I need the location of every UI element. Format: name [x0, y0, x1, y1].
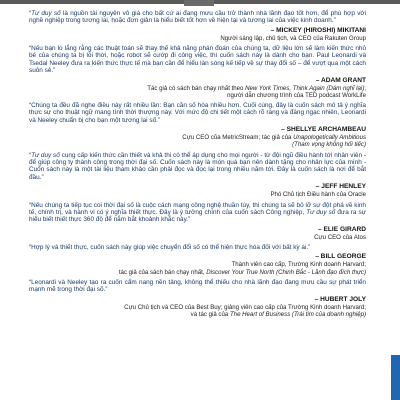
quote-text	[29, 152, 366, 182]
quote-text	[29, 202, 366, 224]
quote-author: – ADAM GRANT	[315, 76, 366, 84]
author-role-span: The Heart of Business (Trái tim của doanh nghiệp)	[229, 310, 366, 318]
quote-text-span: “Chúng ta đều đã nghe điều này rất nhiều lần: Bạn cần số hóa nhiều hơn. Cuối cùng, đây là cuốn sách mô tả ý nghĩa thực sự cho thuật ngữ mang tính thời thượng này. Với mức độ chi tiết một cách rõ ràng và đáng ngạc nhiên, Leonardi và Neeley chuẩn bị cho bạn một tương lai số.”	[29, 102, 366, 124]
accent-bar	[391, 355, 400, 400]
author-role-span: và tác giả của	[190, 310, 230, 318]
quote-author: – ELIE GIRARD	[318, 225, 366, 233]
author-role-span: Discover Your True North (Chinh Bắc - Lãnh đạo đích thực)	[206, 268, 366, 276]
endorsement-list	[29, 10, 366, 321]
quote-text	[29, 279, 366, 294]
quote-text-span: “Hợp lý và thiết thực, cuốn sách này giúp việc chuyển đổi số có thể hiện thực hóa đối với bất kỳ ai.”	[29, 243, 311, 251]
endorsement-block	[29, 102, 366, 149]
quote-text-span: “Nếu bạn lo lắng rằng các thuật toán sẽ thay thế khả năng phán đoán của chúng ta, dữ liệu lớn sẽ làm kiến thức nhỏ bé của chúng ta bị lỗi thời, hoặc robot sẽ cướp đi công việc, thì cuốn sách này là dành cho bạn. Paul Leonardi và Tsedal Neeley đưa ra kiến thức thực tế mà bạn cần để hiểu làn sóng kế tiếp về sự thay đổi số – để vượt qua một cách suôn sẻ.”	[29, 45, 366, 75]
endorsement-block	[29, 45, 366, 99]
author-role	[29, 35, 366, 42]
author-role-span: (Tham vọng không hối tiếc)	[292, 141, 366, 149]
author-role-span: người dẫn chương trình của TED podcast WorkLife	[227, 91, 366, 99]
endorsement-block	[29, 244, 366, 276]
endorsement-block	[29, 10, 366, 42]
author-role-span: Thành viên cao cấp, Trường Kinh doanh Harvard;	[231, 261, 366, 269]
author-role-span: Unapologetically Ambitious	[293, 134, 366, 142]
quote-text-span: “Leonardi và Neeley tạo ra cuốn cẩm nang nền tảng, không thể thiếu cho nhà lãnh đạo đang mưu cầu sự phát triển mạnh mẽ trong thời đại số.”	[29, 278, 366, 294]
author-role-span: Cựu CEO của Atos	[314, 233, 366, 241]
quote-author: – BILL GEORGE	[315, 253, 366, 261]
quote-text	[29, 45, 366, 75]
quote-author: – JEFF HENLEY	[315, 183, 366, 191]
author-role-span: Cựu CEO của MetricStream; tác giả của	[182, 134, 294, 142]
author-role	[29, 261, 366, 268]
endorsement-block	[29, 279, 366, 318]
author-role	[29, 134, 366, 141]
quote-author: – MICKEY (HIROSHI) MIKITANI	[270, 26, 366, 34]
endorsement-block	[29, 202, 366, 241]
author-role	[29, 85, 366, 92]
quote-text-span: là nguồn tài nguyên vô giá cho bất cứ ai đang mưu cầu trở thành nhà lãnh đạo tốt hơn, để phù hợp với nghề nghiệp trong tương lai, hoặc đơn giản là hiểu biết tốt hơn về hiện tại và tương lai của việc kinh doanh.”	[29, 10, 367, 25]
quote-text	[29, 244, 366, 251]
quote-text	[29, 102, 366, 124]
author-role	[29, 304, 366, 311]
author-role	[29, 269, 366, 276]
quote-author: – HUBERT JOLY	[314, 295, 366, 303]
quote-text-span: cung cấp kiến thức cần thiết và khả thi có thể áp dụng cho mọi người - từ đội ngũ điều hành tới nhân viên - để giúp công ty thành công trong thời đại số. Cuốn sách này là món quà bạn nên dành tặng cho nhân lực của mình - Cuốn sách này là một tài liệu tham khảo cần phải đọc và đọc lại trong nhiều năm tới. Đây là cuốn sách là nơi để bắt đầu.”	[29, 151, 366, 181]
quote-text-span: “	[29, 10, 32, 17]
quote-text-span: “	[29, 151, 32, 159]
top-tab-mark	[184, 0, 214, 6]
author-role	[29, 234, 366, 241]
author-role-span: Phó Chủ tịch Điều hành của Oracle	[270, 191, 366, 199]
author-role-span: Người sáng lập, chủ tịch, và CEO của Rakuten Group	[220, 34, 366, 42]
author-role-span: New York Times, Think Again (Dám nghĩ lại)	[245, 84, 365, 92]
author-role-span: ;	[364, 84, 366, 92]
quote-text-span: Tư duy số	[306, 208, 336, 216]
author-role	[29, 141, 366, 148]
endorsement-block	[29, 152, 366, 199]
quote-text	[29, 10, 366, 25]
quote-text-span: Tư duy số	[31, 151, 60, 159]
author-role-span: Cựu Chủ tịch và CEO của Best Buy; giảng viên cao cấp của Trường Kinh doanh Harvard;	[124, 303, 366, 311]
author-role	[29, 311, 366, 318]
author-role	[29, 191, 366, 198]
quote-text-span: đưa ra sự hiểu biết thiết thực 360 độ để nắm bắt khoảnh khắc này.”	[29, 208, 367, 224]
quote-text-span: Tư duy số	[31, 10, 61, 17]
quote-author: – SHELLYE ARCHAMBEAU	[281, 126, 366, 134]
author-role	[29, 92, 366, 99]
author-role-span: tác giả của sách bán chạy nhất,	[118, 268, 207, 276]
quote-text-span: “Nếu chúng ta tiếp tục coi thời đại số là cuộc cách mạng công nghệ thuần túy, thì chúng ta sẽ bỏ lỡ sự đột phá về kinh tế, chính trị, và hành vi có ý nghĩa thiết thực. Đây là ý tưởng chính của cuốn sách Công nghiệp,	[29, 201, 366, 216]
author-role-span: Tác giả có sách bán chạy nhất theo	[147, 84, 246, 92]
